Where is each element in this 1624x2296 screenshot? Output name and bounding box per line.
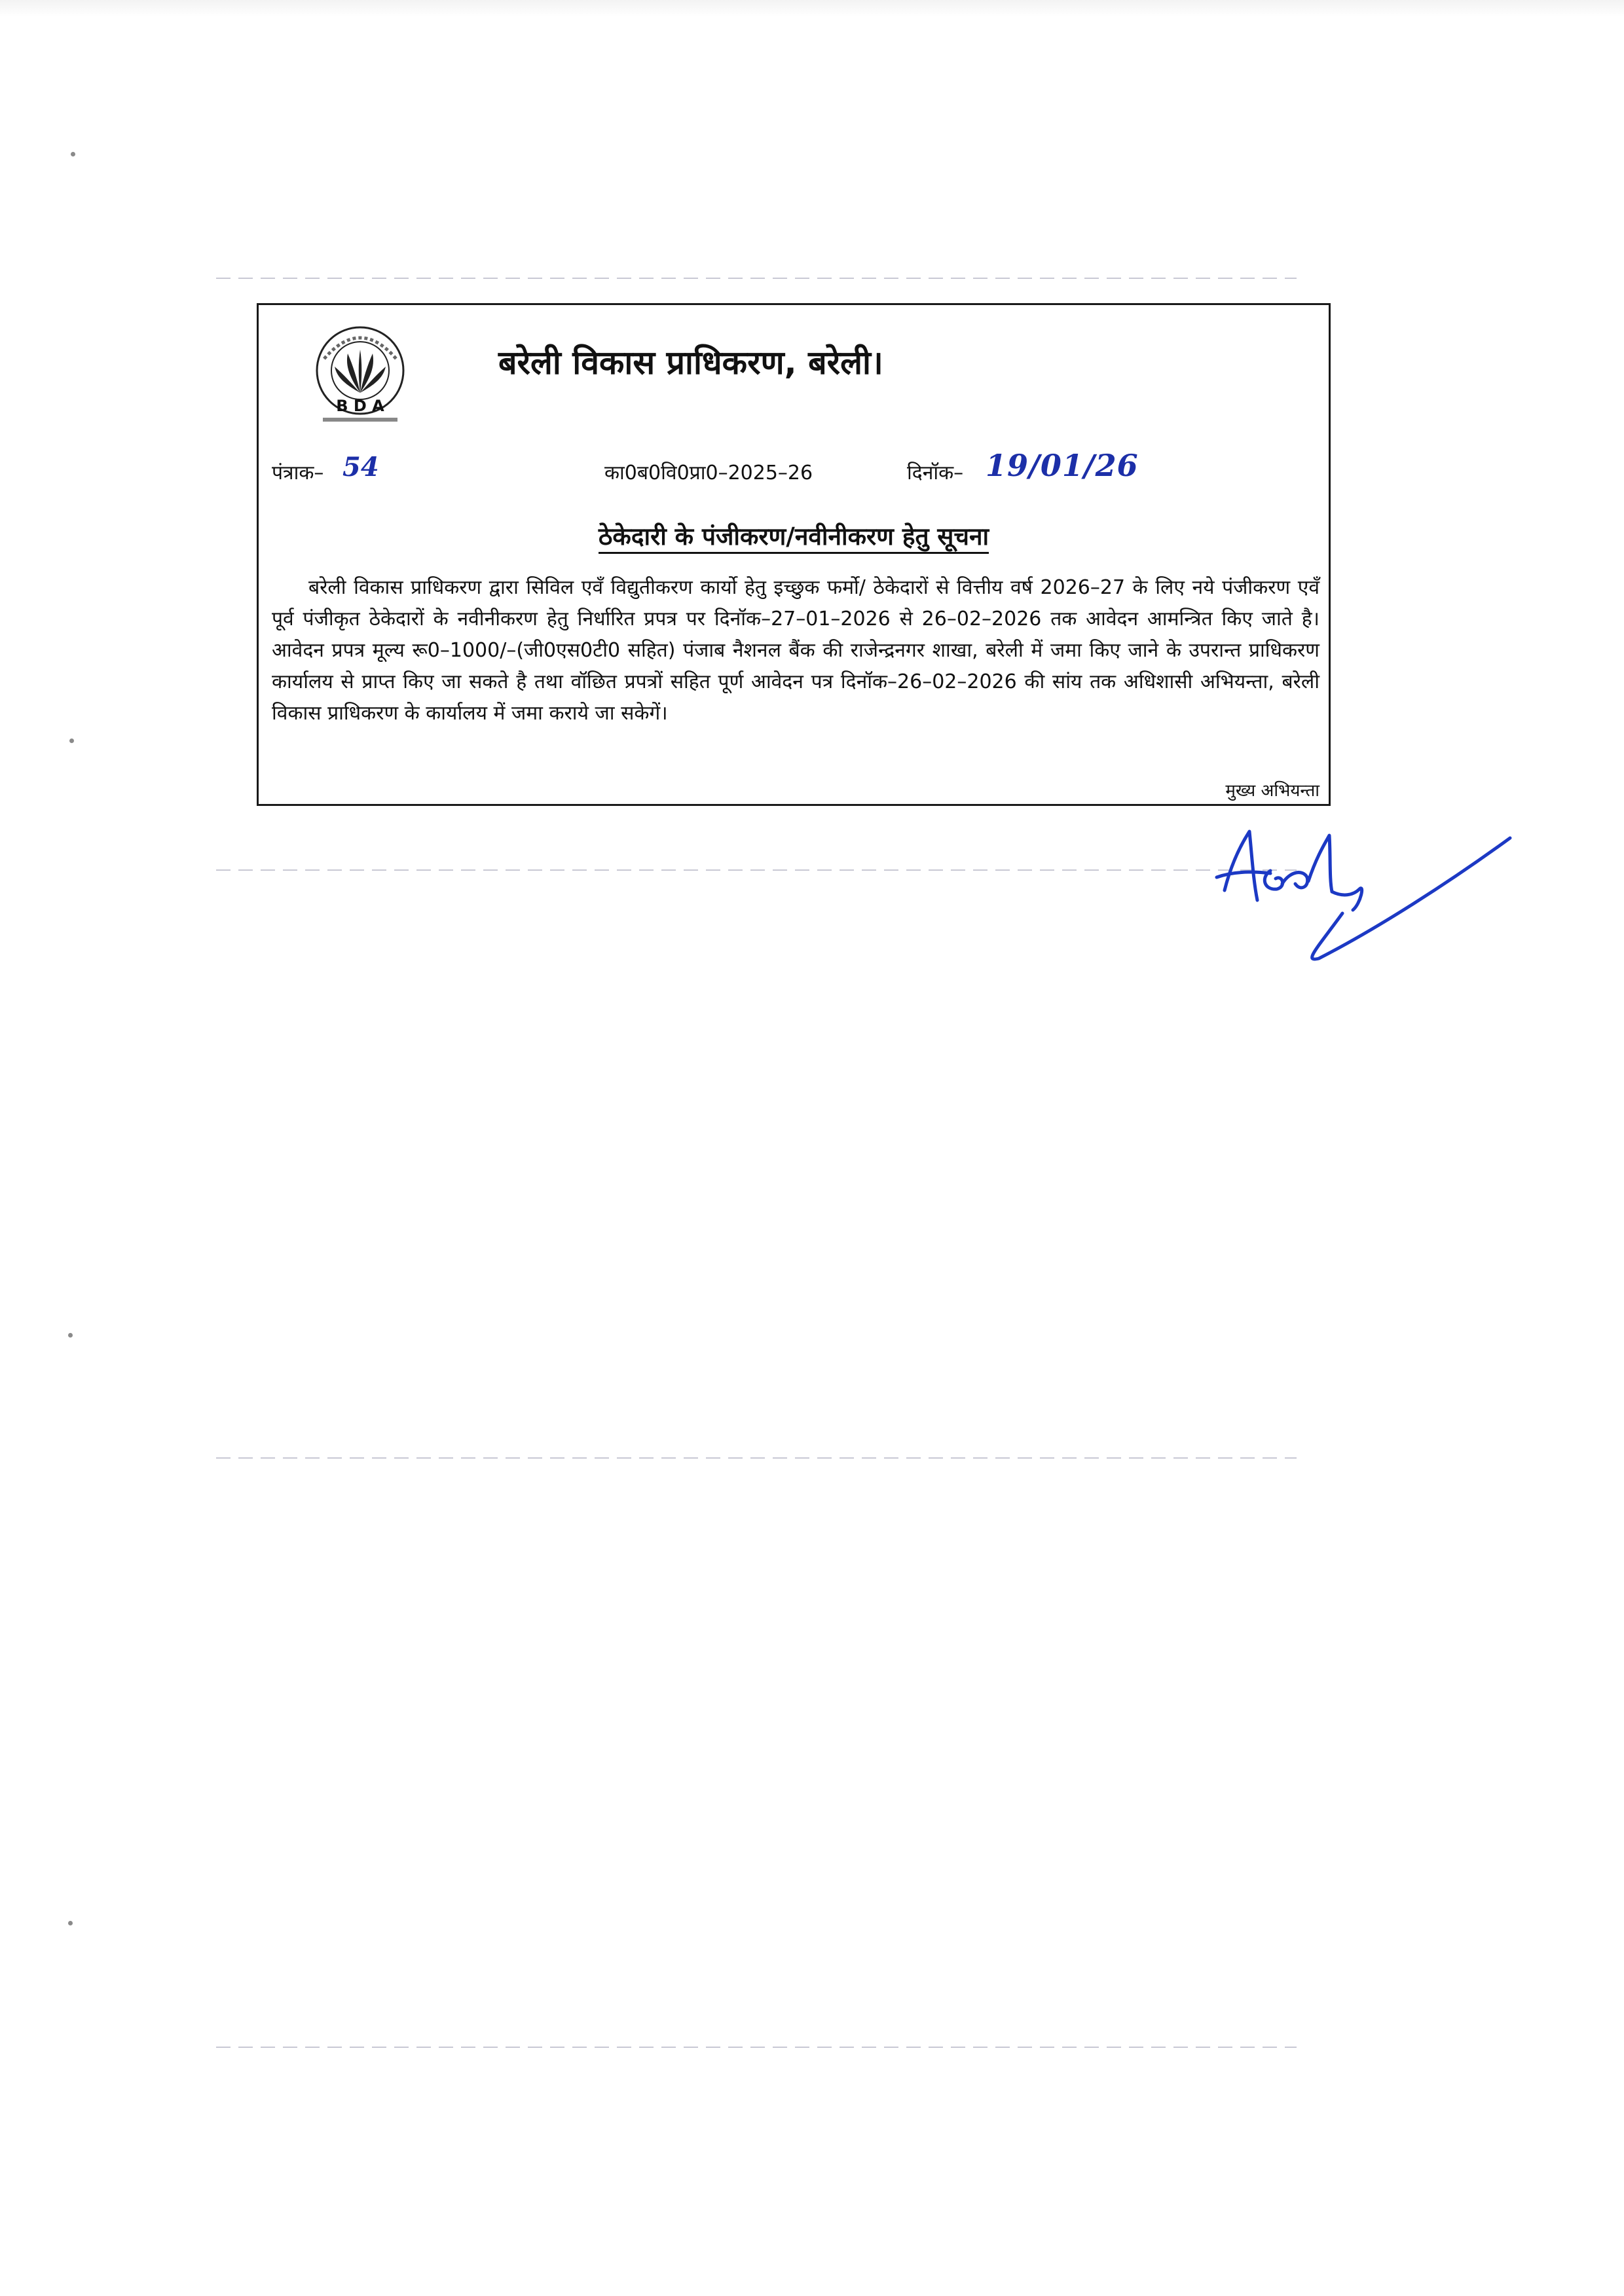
notice-subject bbox=[259, 519, 1329, 552]
signoff-designation: मुख्य अभियन्ता bbox=[1225, 781, 1320, 801]
scan-edge bbox=[0, 0, 1624, 17]
scan-speck bbox=[69, 738, 74, 743]
bda-emblem-icon bbox=[304, 319, 416, 431]
reference-number: 54 bbox=[342, 452, 379, 483]
scan-speck bbox=[68, 1921, 73, 1925]
scan-line bbox=[216, 278, 1297, 279]
scan-speck bbox=[68, 1333, 73, 1338]
scan-line bbox=[216, 2047, 1297, 2048]
reference-label: पंत्राक– bbox=[272, 462, 324, 484]
handwritten-date: 19/01/26 bbox=[986, 448, 1139, 483]
date-label: दिनॉक– bbox=[907, 462, 964, 484]
notice-subject-text: ठेकेदारी के पंजीकरण/नवीनीकरण हेतु सूचना bbox=[599, 522, 989, 554]
scan-line bbox=[216, 869, 1297, 871]
notice-box bbox=[257, 303, 1331, 806]
reference-code: का0ब0वि0प्रा0–2025–26 bbox=[604, 462, 813, 484]
notice-body: बरेली विकास प्राधिकरण द्वारा सिविल एवँ विद्युतीकरण कार्यो हेतु इच्छुक फर्मो/ ठेकेदारों से वित्तीय वर्ष 2026–27 के लिए नये पंजीकरण एवँ पूर्व पंजीकृत ठेकेदारों के नवीनीकरण हेतु निर्धारित प्रपत्र पर दिनॉक–27–01–2026 से 26–02–2026 तक आवेदन आमन्त्रित किए जाते है। आवेदन प्रपत्र मूल्य रू0–1000/–(जी0एस0टी0 सहित) पंजाब नैशनल बैंक की राजेन्द्रनगर शाखा, बरेली में जमा किए जाने के उपरान्त प्राधिकरण कार्यालय से प्राप्त किए जा सकते है तथा वॉछित प्रपत्रों सहित पूर्ण आवेदन पत्र दिनॉक–26–02–2026 की सांय तक अधिशासी अभियन्ता, बरेली विकास प्राधिकरण के कार्यालय में जमा कराये जा सकेगें। bbox=[272, 576, 1320, 725]
logo-letters: B D A bbox=[336, 397, 384, 415]
scan-line bbox=[216, 1457, 1297, 1459]
handwritten-signature-icon bbox=[1205, 818, 1519, 975]
scan-speck bbox=[71, 152, 75, 156]
organization-title: बरेली विकास प्राधिकरण, बरेली। bbox=[498, 344, 883, 382]
